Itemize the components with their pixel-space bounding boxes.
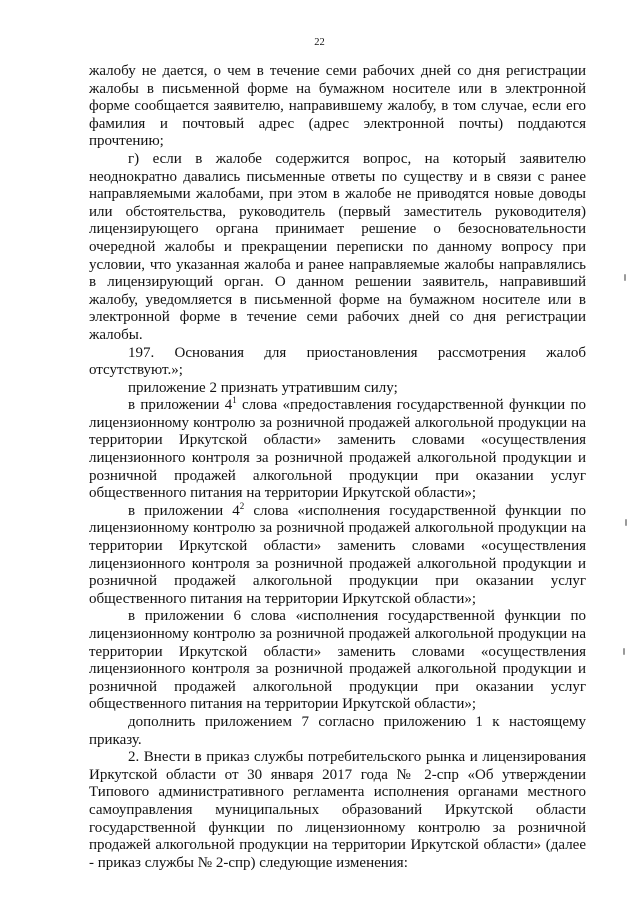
paragraph-appendix-7: дополнить приложением 7 согласно приложению 1 к настоящему приказу. [89,713,586,748]
appendix-4-2-prefix: в приложении 4 [128,502,240,519]
appendix-4-1-superscript: 1 [232,395,237,406]
appendix-4-1-prefix: в приложении 4 [128,397,233,414]
scan-mark [623,648,625,655]
page-number: 22 [314,37,325,48]
appendix-4-2-text: слова «исполнения государственной функции по лицензионному контролю за розничной продажей алкогольной продукции на территории Иркутской области» заменить словами «осуществления лицензионного контроля за розничной продажей алкогольной продукции и розничной продажей алкогольной продукции при оказании услуг общественного питания на территории Иркутской области»; [89,502,587,607]
paragraph-complaint-notice: жалобу не дается, о чем в течение семи рабочих дней со дня регистрации жалобы в письменной форме на бумажном носителе или в электронной форме сообщается заявителю, направившему жалобу, в том случае, если его фамилия и почтовый адрес (адрес электронной почты) поддаются прочтению; [89,63,586,150]
paragraph-order-2-spr: 2. Внести в приказ службы потребительского рынка и лицензирования Иркутской области от 30 января 2017 года № 2-спр «Об утверждении Типового административного регламента исполнения органами местного самоуправления муниципальных образований Иркутской области государственной функции по лицензионному контролю за розничной продажей алкогольной продукции на территории Иркутской области» (далее - приказ службы № 2-спр) следующие изменения: [89,749,586,871]
paragraph-appendix-2: приложение 2 признать утратившим силу; [128,379,398,396]
paragraph-appendix-4-2 [89,500,587,609]
paragraph-appendix-6: в приложении 6 слова «исполнения государственной функции по лицензионному контролю за розничной продажей алкогольной продукции на территории Иркутской области» заменить словами «осуществления лицензионного контроля за розничной продажей алкогольной продукции и розничной продажей алкогольной продукции при оказании услуг общественного питания на территории Иркутской области»; [89,608,586,713]
appendix-4-1-text: слова «предоставления государственной функции по лицензионному контролю за розничной продажей алкогольной продукции на территории Иркутской области» заменить словами «осуществления лицензионного контроля за розничной продажей алкогольной продукции и розничной продажей алкогольной продукции при оказании услуг общественного питания на территории Иркутской области»; [89,397,587,502]
paragraph-item-g: г) если в жалобе содержится вопрос, на который заявителю неоднократно давались письменные ответы по существу и в связи с ранее направляемыми жалобами, при этом в жалобе не приводятся новые доводы или обстоятельства, руководитель (первый заместитель руководителя) лицензирующего органа принимает решение о безосновательности очередной жалобы и прекращении переписки по данному вопросу при условии, что указанная жалоба и ранее направляемые жалобы направлялись в лицензирующий орган. О данном решении заявитель, направивший жалобу, уведомляется в письменной форме на бумажном носителе или в электронной форме в течение семи рабочих дней со дня регистрации жалобы. [89,150,586,343]
paragraph-197: 197. Основания для приостановления рассмотрения жалоб отсутствуют.»; [89,344,586,379]
appendix-4-2-superscript: 2 [239,500,245,511]
document-body [89,63,586,872]
paragraph-appendix-4-1 [89,397,586,503]
scan-mark [624,274,626,281]
scan-mark [625,519,627,526]
